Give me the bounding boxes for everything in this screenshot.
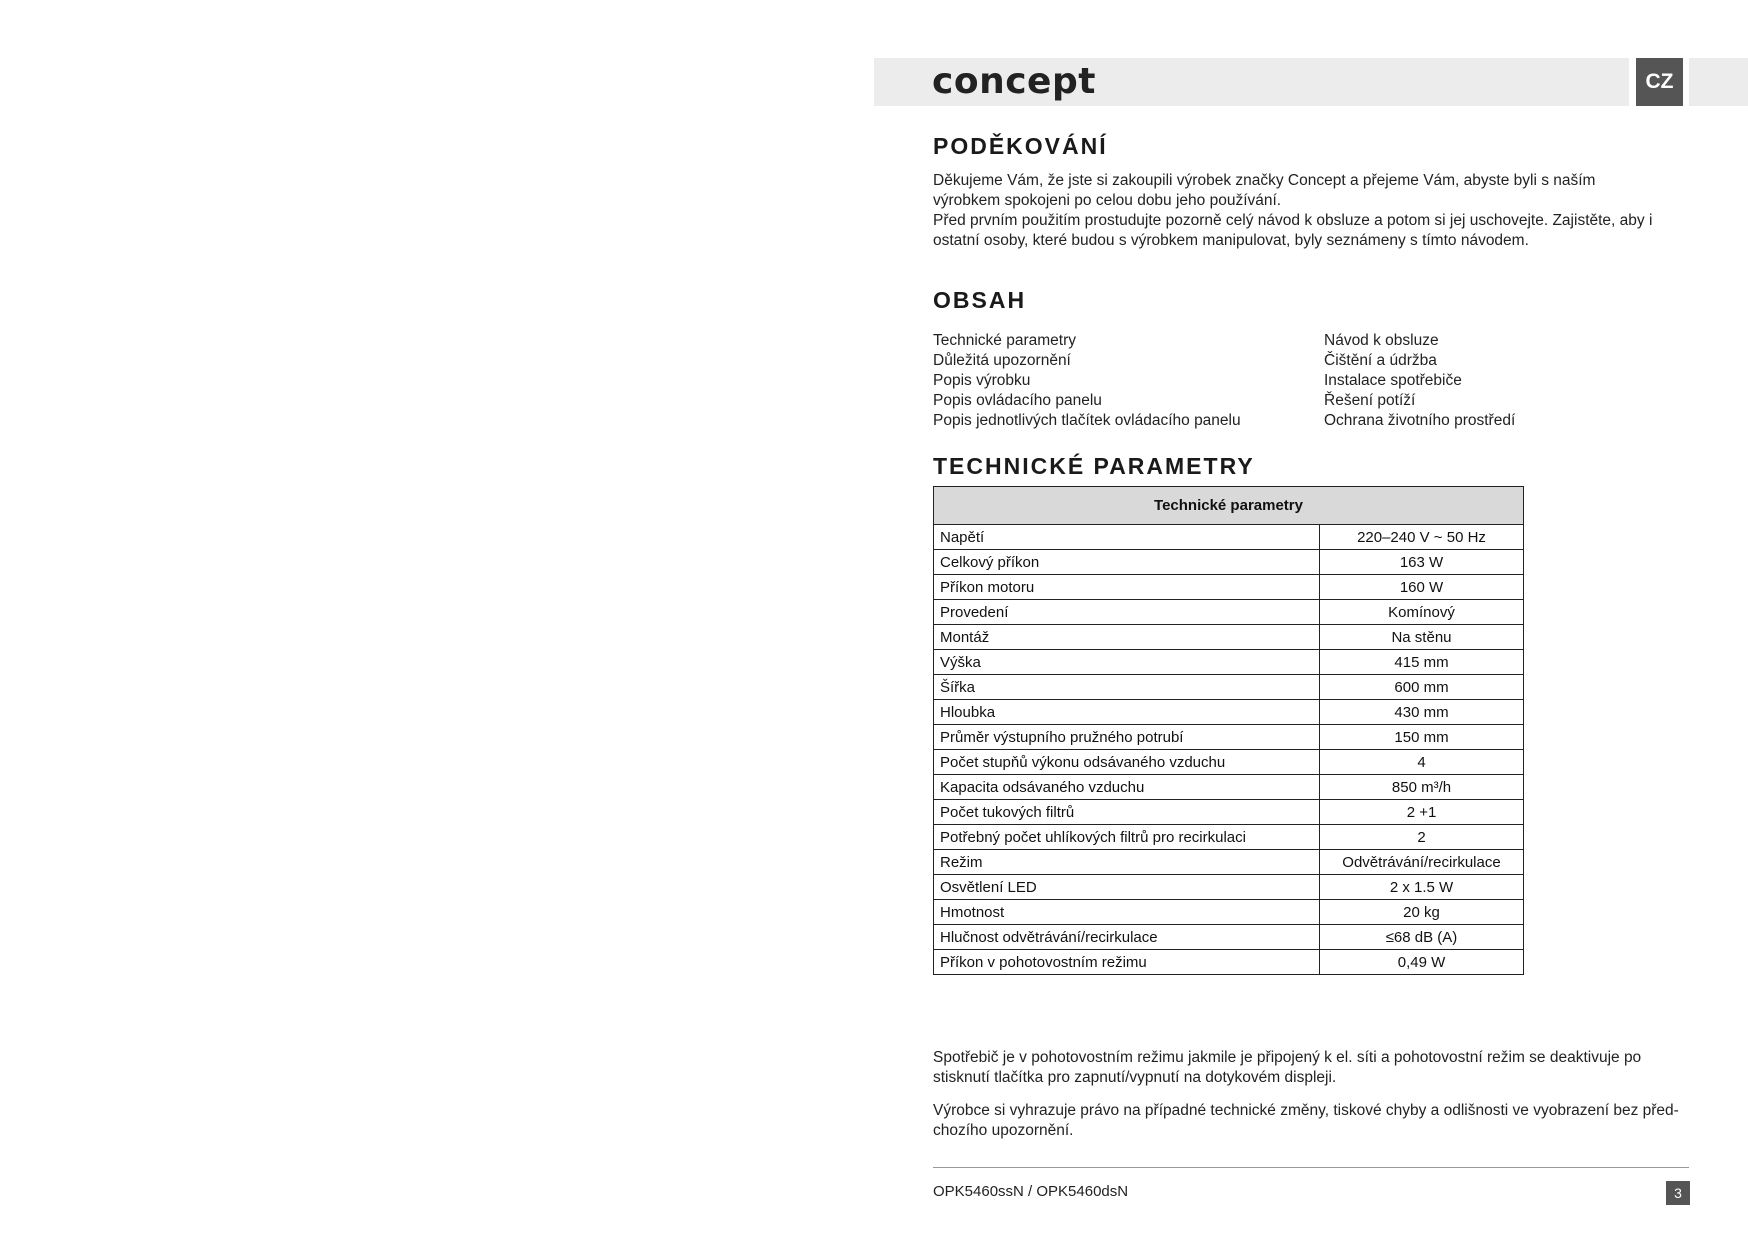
spec-label: Celkový příkon (934, 550, 1320, 575)
toc-item: Popis jednotlivých tlačítek ovládacího panelu (933, 412, 1241, 429)
spec-label: Napětí (934, 525, 1320, 550)
spec-label: Provedení (934, 600, 1320, 625)
spec-value: 415 mm (1320, 650, 1524, 675)
thanks-title: PODĚKOVÁNÍ (933, 133, 1108, 159)
spec-value: Na stěnu (1320, 625, 1524, 650)
spec-label: Počet stupňů výkonu odsávaného vzduchu (934, 750, 1320, 775)
table-row (934, 550, 1524, 575)
spec-value: 0,49 W (1320, 950, 1524, 975)
toc-item: Popis ovládacího panelu (933, 392, 1102, 409)
spec-label: Výška (934, 650, 1320, 675)
toc-item: Řešení potíží (1324, 392, 1416, 409)
spec-table-header: Technické parametry (934, 487, 1524, 525)
tech-title: TECHNICKÉ PARAMETRY (933, 453, 1255, 479)
toc-right-column (1324, 331, 1515, 431)
spec-label: Hlučnost odvětrávání/recirkulace (934, 925, 1320, 950)
spec-label: Hloubka (934, 700, 1320, 725)
spec-label: Potřebný počet uhlíkových filtrů pro recirkulaci (934, 825, 1320, 850)
spec-value: 220–240 V ~ 50 Hz (1320, 525, 1524, 550)
spec-value: 160 W (1320, 575, 1524, 600)
table-row (934, 825, 1524, 850)
toc-item: Důležitá upozornění (933, 352, 1071, 369)
spec-table-header-row (934, 487, 1524, 525)
footer-model: OPK5460ssN / OPK5460dsN (933, 1183, 1129, 1200)
contents-title: OBSAH (933, 287, 1027, 313)
spec-value: 163 W (1320, 550, 1524, 575)
spec-label: Režim (934, 850, 1320, 875)
spec-label: Průměr výstupního pružného potrubí (934, 725, 1320, 750)
spec-value: 850 m³/h (1320, 775, 1524, 800)
spec-label: Příkon motoru (934, 575, 1320, 600)
spec-value: Odvětrávání/recirkulace (1320, 850, 1524, 875)
thanks-paragraph-1: Děkujeme Vám, že jste si zakoupili výrobek značky Concept a přejeme Vám, abyste byli s naším výrobkem spokojeni po celou dobu jeho používání. (933, 172, 1596, 209)
table-row (934, 725, 1524, 750)
toc-item: Ochrana životního prostředí (1324, 412, 1516, 429)
spec-value: ≤68 dB (A) (1320, 925, 1524, 950)
toc-item: Technické parametry (933, 332, 1077, 349)
table-row (934, 675, 1524, 700)
table-row (934, 600, 1524, 625)
spec-value: Komínový (1320, 600, 1524, 625)
footer-divider (933, 1167, 1689, 1168)
table-row (934, 950, 1524, 975)
spec-table-body (934, 525, 1524, 975)
table-row (934, 750, 1524, 775)
table-row (934, 900, 1524, 925)
toc-left-column (933, 331, 1241, 431)
toc-item: Popis výrobku (933, 372, 1031, 389)
spec-value: 150 mm (1320, 725, 1524, 750)
table-row (934, 775, 1524, 800)
spec-label: Příkon v pohotovostním režimu (934, 950, 1320, 975)
table-row (934, 575, 1524, 600)
toc-item: Návod k obsluze (1324, 332, 1439, 349)
table-row (934, 525, 1524, 550)
language-badge: CZ (1636, 58, 1683, 106)
spec-value: 2 +1 (1320, 800, 1524, 825)
table-row (934, 925, 1524, 950)
spec-label: Osvětlení LED (934, 875, 1320, 900)
spec-label: Šířka (934, 675, 1320, 700)
spec-value: 600 mm (1320, 675, 1524, 700)
table-row (934, 800, 1524, 825)
standby-note: Spotřebič je v pohotovostním režimu jakmile je připojený k el. síti a pohotovostní režim se deaktivuje po stisknutí tlačítka pro zapnutí/vypnutí na dotykovém displeji. (933, 1049, 1642, 1086)
spec-label: Hmotnost (934, 900, 1320, 925)
table-row (934, 875, 1524, 900)
toc-item: Instalace spotřebiče (1324, 372, 1462, 389)
table-row (934, 700, 1524, 725)
spec-value: 20 kg (1320, 900, 1524, 925)
table-row (934, 650, 1524, 675)
spec-label: Montáž (934, 625, 1320, 650)
toc-item: Čištění a údržba (1324, 352, 1437, 369)
page-number: 3 (1666, 1181, 1690, 1205)
spec-table (933, 486, 1524, 975)
table-row (934, 850, 1524, 875)
table-row (934, 625, 1524, 650)
brand-logo: concept (932, 61, 1096, 102)
spec-value: 2 (1320, 825, 1524, 850)
spec-value: 430 mm (1320, 700, 1524, 725)
spec-label: Počet tukových filtrů (934, 800, 1320, 825)
header-band-right (1689, 58, 1748, 106)
thanks-paragraph-2: Před prvním použitím prostudujte pozorně celý návod k obsluze a potom si jej uschovejte. Zajistěte, aby i ostatní osoby, které budou s výrobkem manipulovat, byly seznámeny s tímto návodem. (933, 212, 1653, 249)
disclaimer-note: Výrobce si vyhrazuje právo na případné technické změny, tiskové chyby a odlišnosti ve vyobrazení bez před-chozího upozornění. (933, 1102, 1679, 1139)
spec-value: 4 (1320, 750, 1524, 775)
spec-value: 2 x 1.5 W (1320, 875, 1524, 900)
spec-label: Kapacita odsávaného vzduchu (934, 775, 1320, 800)
